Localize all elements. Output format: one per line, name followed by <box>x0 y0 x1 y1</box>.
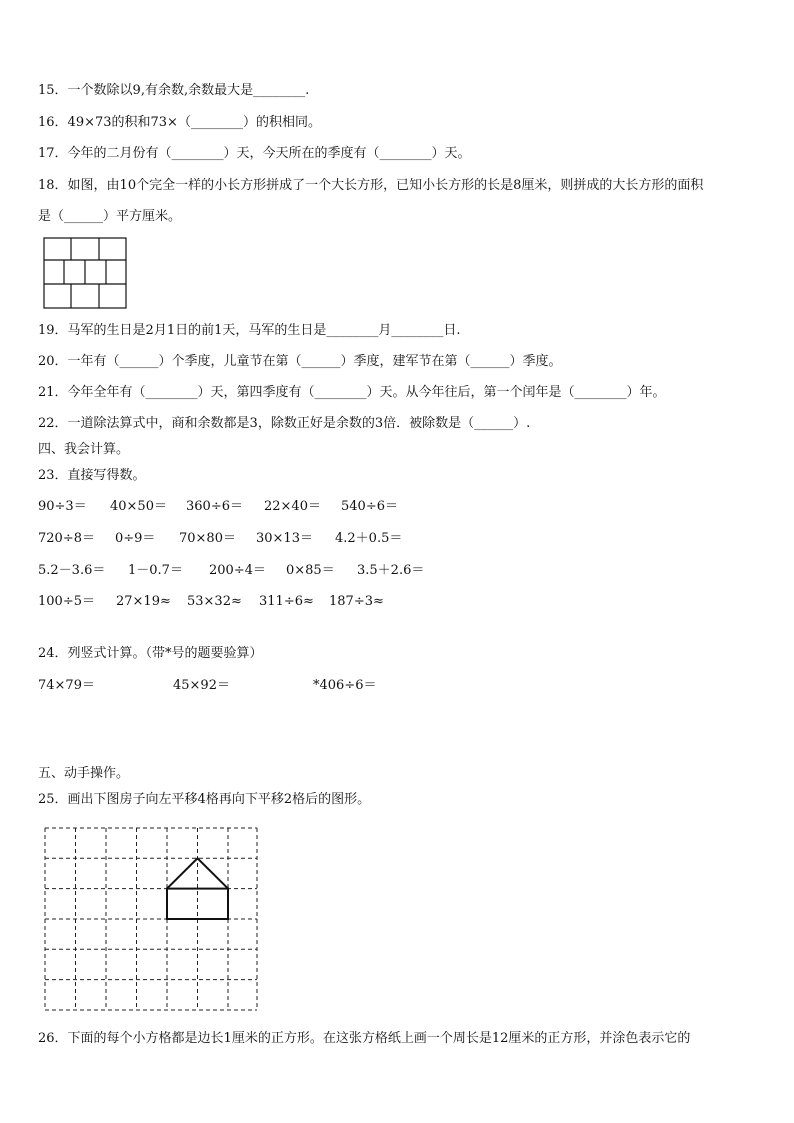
question-16: 16．49×73的积和73×（________）的积相同。 <box>38 115 321 130</box>
vertical-calc-item: *406÷6＝ <box>313 678 377 693</box>
calc-item: 360÷6＝ <box>186 499 243 514</box>
question-21: 21．今年全年有（________）天，第四季度有（________）天。从今年往后，第一个闰年是（________）年。 <box>38 385 666 400</box>
question-26: 26．下面的每个小方格都是边长1厘米的正方形。在这张方格纸上画一个周长是12厘米的正方形，并涂色表示它的 <box>38 1031 691 1046</box>
q18-rectangle-figure <box>42 236 130 310</box>
calc-item: 70×80＝ <box>179 531 236 546</box>
calc-item: 720÷8＝ <box>38 531 95 546</box>
calc-item: 200÷4＝ <box>209 563 266 578</box>
calc-item: 311÷6≈ <box>259 594 314 609</box>
calc-item: 4.2＋0.5＝ <box>335 531 403 546</box>
question-17: 17．今年的二月份有（________）天，今天所在的季度有（________）天。 <box>38 146 471 161</box>
calc-item: 5.2－3.6＝ <box>38 563 106 578</box>
question-15: 15．一个数除以9,有余数,余数最大是________. <box>38 83 310 98</box>
question-18-line1: 18．如图，由10个完全一样的小长方形拼成了一个大长方形，已知小长方形的长是8厘米，则拼成的大长方形的面积 <box>38 178 704 193</box>
calc-item: 27×19≈ <box>116 594 171 609</box>
calc-item: 1－0.7＝ <box>128 563 183 578</box>
vertical-calc-item: 74×79＝ <box>38 678 95 693</box>
calc-item: 90÷3＝ <box>38 499 87 514</box>
calc-item: 30×13＝ <box>256 531 313 546</box>
question-19: 19．马军的生日是2月1日的前1天，马军的生日是________月________日. <box>38 323 461 338</box>
q25-grid-house-figure <box>44 827 260 1013</box>
calc-item: 3.5＋2.6＝ <box>357 563 425 578</box>
calc-item: 100÷5＝ <box>38 594 95 609</box>
calc-item: 22×40＝ <box>264 499 321 514</box>
question-25: 25．画出下图房子向左平移4格再向下平移2格后的图形。 <box>38 792 371 807</box>
question-24: 24．列竖式计算。（带*号的题要验算） <box>38 646 263 661</box>
calc-item: 0÷9＝ <box>115 531 156 546</box>
calc-item: 0×85＝ <box>286 563 335 578</box>
question-22: 22．一道除法算式中，商和余数都是3，除数正好是余数的3倍．被除数是（______）. <box>38 416 531 431</box>
section-5-heading: 五、动手操作。 <box>38 766 130 781</box>
calc-item: 53×32≈ <box>187 594 242 609</box>
question-20: 20．一年有（______）个季度，儿童节在第（______）季度，建军节在第（______）季度。 <box>38 354 562 369</box>
question-23: 23．直接写得数。 <box>38 468 146 483</box>
section-4-heading: 四、我会计算。 <box>38 442 130 457</box>
calc-item: 187÷3≈ <box>329 594 384 609</box>
calc-item: 540÷6＝ <box>341 499 398 514</box>
calc-item: 40×50＝ <box>110 499 167 514</box>
question-18-line2: 是（______）平方厘米。 <box>38 209 182 224</box>
vertical-calc-item: 45×92＝ <box>173 678 230 693</box>
